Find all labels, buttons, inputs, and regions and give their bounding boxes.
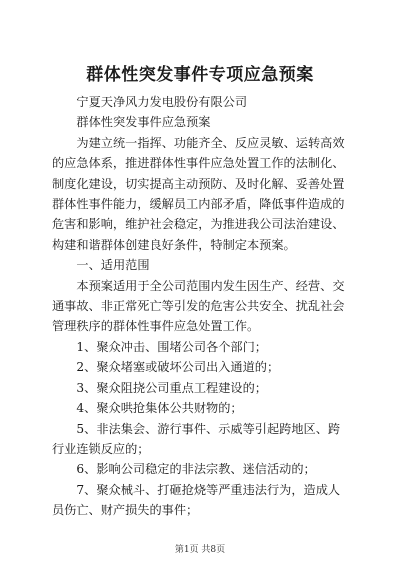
list-item: 2、聚众堵塞或破坏公司出入通道的； <box>76 360 280 375</box>
scope-paragraph: 本预案适用于全公司范围内发生因生产、经营、交通事故、非正常死亡等引发的危害公共安全、扰乱社会管理秩序的群体性事件应急处置工作。 <box>52 278 345 334</box>
list-item: 5、非法集会、游行事件、示威等引起跨地区、跨行业连锁反应的； <box>52 421 341 456</box>
plan-subtitle: 群体性突发事件应急预案 <box>76 115 211 130</box>
list-item: 1、聚众冲击、围堵公司各个部门； <box>76 339 267 354</box>
intro-paragraph: 为建立统一指挥、功能齐全、反应灵敏、运转高效的应急体系，推进群体性事件应急处置工作的法制化、制度化建设，切实提高主动预防、及时化解、妥善处置群体性事件能力，缓解员工内部矛盾，降低事件造成的危害和影响，维护社会稳定，为推进我公司法治建设、构建和谐群体创建良好条件，特制定本预案。 <box>52 135 345 252</box>
page-number: 第1页 共8页 <box>174 545 226 555</box>
list-item: 6、影响公司稳定的非法宗教、迷信活动的； <box>76 462 316 477</box>
company-name: 宁夏天净风力发电股份有限公司 <box>76 95 248 109</box>
document-body <box>52 92 352 521</box>
list-item: 4、聚众哄抢集体公共财物的； <box>76 401 243 416</box>
section-heading-scope: 一、适用范围 <box>76 258 150 273</box>
list-item: 3、聚众阻挠公司重点工程建设的； <box>76 380 267 395</box>
document-title: 群体性突发事件专项应急预案 <box>86 65 314 85</box>
list-item: 7、聚众械斗、打砸抢烧等严重违法行为，造成人员伤亡、财产损失的事件； <box>52 482 341 518</box>
